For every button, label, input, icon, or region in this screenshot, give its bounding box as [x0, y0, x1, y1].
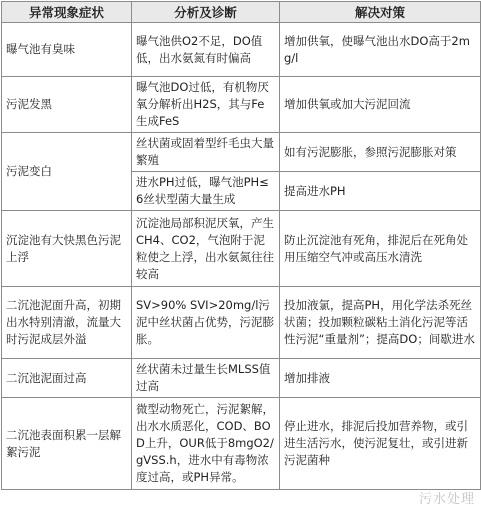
symptom-cell: 二沉池泥面过高: [2, 359, 132, 398]
solution-cell: 防止沉淀池有死角，排泥后在死角处用压缩空气冲或高压水清洗: [280, 211, 481, 287]
analysis-cell: 丝状菌或固着型纤毛虫大量繁殖: [132, 133, 280, 172]
table-row: [2, 287, 481, 359]
solution-cell: 停止进水，排泥后投加营养物，或引进生活污水，使污泥复壮，或引进新污泥菌种: [280, 398, 481, 490]
header-row: [2, 2, 481, 23]
table-row: [2, 398, 481, 490]
table-row: [2, 23, 481, 77]
analysis-cell: 曝气池供O2不足，DO值低，出水氨氮有时偏高: [132, 23, 280, 77]
symptom-cell: 曝气池有臭味: [2, 23, 132, 77]
solution-cell: 增加供氧，使曝气池出水DO高于2mg/l: [280, 23, 481, 77]
analysis-cell: 丝状菌未过量生长MLSS值过高: [132, 359, 280, 398]
table-row: [2, 133, 481, 172]
solution-cell: 投加液氯，提高PH，用化学法杀死丝状菌；投加颗粒碳粘土消化污泥等活性污泥“重量剂”；提高DO；间歇进水: [280, 287, 481, 359]
header-symptom: 异常现象症状: [2, 2, 132, 23]
header-solution: 解决对策: [280, 2, 481, 23]
solution-cell: 增加供氧或加大污泥回流: [280, 77, 481, 133]
analysis-cell: 微型动物死亡，污泥絮解，出水水质恶化，COD、BOD上升，OUR低于8mgO2/gVSS.h，进水中有毒物浓度过高，或PH异常。: [132, 398, 280, 490]
analysis-cell: 曝气池DO过低，有机物厌氧分解析出H2S，其与Fe生成FeS: [132, 77, 280, 133]
solution-cell: 增加排液: [280, 359, 481, 398]
watermark: 污水处理: [418, 492, 475, 507]
solution-cell: 提高进水PH: [280, 172, 481, 211]
symptom-cell: 二沉池表面积累一层解絮污泥: [2, 398, 132, 490]
symptom-cell: 沉淀池有大快黑色污泥上浮: [2, 211, 132, 287]
analysis-cell: 沉淀池局部积泥厌氧，产生CH4、CO2，气泡附于泥粒使之上浮，出水氨氮往往较高: [132, 211, 280, 287]
analysis-cell: 进水PH过低，曝气池PH≤6丝状型菌大量生成: [132, 172, 280, 211]
table-row: [2, 211, 481, 287]
symptom-cell: 污泥变白: [2, 133, 132, 211]
analysis-cell: SV>90% SVI>20mg/l污泥中丝状菌占优势，污泥膨胀。: [132, 287, 280, 359]
table-row: [2, 77, 481, 133]
symptom-cell: 二沉池泥面升高，初期出水特别清澈，流量大时污泥成层外溢: [2, 287, 132, 359]
symptom-cell: 污泥发黑: [2, 77, 132, 133]
solution-cell: 如有污泥膨胀，参照污泥膨胀对策: [280, 133, 481, 172]
troubleshooting-table: [1, 1, 481, 490]
table-row: [2, 359, 481, 398]
header-analysis: 分析及诊断: [132, 2, 280, 23]
